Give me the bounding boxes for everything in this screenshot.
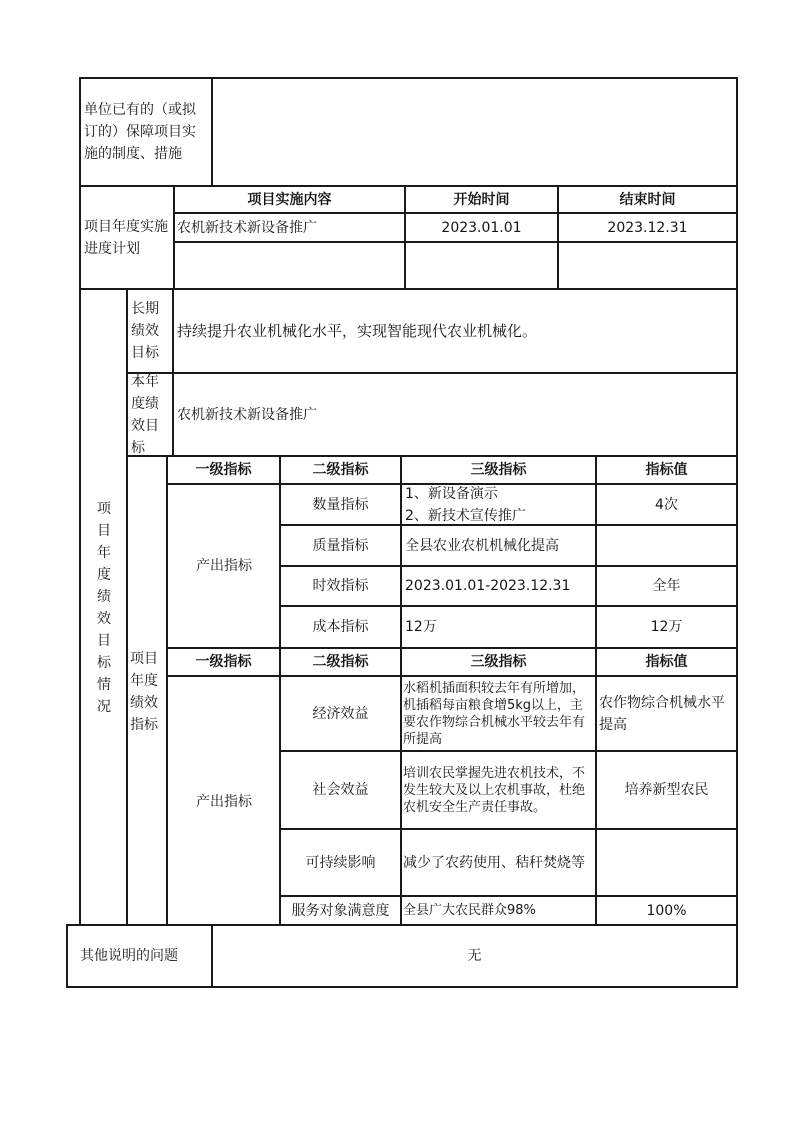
indicator-level3: 12万: [405, 619, 437, 635]
other-value: 无: [467, 948, 482, 964]
table-line: [66, 924, 68, 988]
indicator-level2: 质量指标: [312, 537, 369, 554]
schedule-row-end: [559, 243, 736, 288]
indicator-value: [597, 526, 736, 565]
table-line: [172, 288, 174, 455]
indicator-value: 4次: [655, 496, 678, 513]
schedule-header-content: 项目实施内容: [247, 191, 332, 208]
indicator-header-level2: 二级指标: [312, 654, 369, 670]
group1-level1: 产出指标: [196, 558, 252, 574]
schedule-header-end: 结束时间: [619, 191, 676, 208]
measures-value: [216, 79, 732, 185]
schedule-label: 项目年度实施进度计划: [84, 218, 168, 257]
schedule-row-content: [177, 243, 403, 288]
long-term-value: 持续提升农业机械化水平，实现智能现代农业机械化。: [177, 322, 538, 340]
table-line: [166, 455, 168, 926]
goals-outer-label: 项目年度绩效目标情况: [97, 501, 111, 715]
indicator-value: [597, 830, 736, 895]
indicator-header-level2: 二级指标: [312, 462, 369, 478]
indicator-level3: 全县农业农机机械化提高: [405, 537, 559, 554]
indicator-level3: 水稻机插面积较去年有所增加，机插稻每亩粮食增5kg以上，主要农作物综合机械水平较去年有所提高: [403, 680, 586, 747]
indicator-header-value: 指标值: [645, 462, 688, 478]
indicator-value: 100%: [646, 902, 687, 919]
indicator-value: 全年: [652, 578, 681, 594]
long-term-label: 长期绩效目标: [131, 301, 159, 361]
indicator-header-level3: 三级指标: [470, 462, 527, 478]
group2-level1: 产出指标: [196, 793, 252, 810]
indicator-header-level1: 一级指标: [195, 654, 252, 670]
indicator-level3: 全县广大农民群众98%: [403, 902, 536, 918]
table-line: [79, 77, 81, 926]
indicator-level2: 服务对象满意度: [291, 902, 390, 919]
indicator-header-level3: 三级指标: [470, 654, 527, 670]
table-line: [400, 455, 402, 926]
table-line: [66, 986, 738, 988]
schedule-row-start: 2023.01.01: [441, 219, 522, 236]
indicator-level2: 时效指标: [312, 578, 369, 594]
table-line: [211, 77, 213, 187]
indicator-header-value: 指标值: [645, 654, 688, 670]
indicator-level2: 可持续影响: [305, 854, 376, 871]
indicator-header-level1: 一级指标: [195, 462, 252, 478]
indicator-level3: 2023.01.01-2023.12.31: [405, 578, 571, 594]
indicator-level2: 数量指标: [312, 496, 369, 513]
indicator-value: 农作物综合机械水平提高: [599, 694, 725, 733]
indicator-value: 培养新型农民: [624, 782, 709, 798]
schedule-row-end: 2023.12.31: [607, 219, 688, 236]
indicator-level2: 成本指标: [312, 619, 369, 635]
schedule-header-start: 开始时间: [453, 191, 510, 208]
other-label: 其他说明的问题: [80, 948, 178, 964]
indicator-level3: 培训农民掌握先进农机技术，不发生较大及以上农机事故，杜绝农机安全生产责任事故。: [403, 765, 586, 815]
table-line: [126, 288, 128, 926]
table-line: [736, 77, 738, 988]
indicator-level2: 社会效益: [312, 782, 369, 798]
schedule-row-start: [406, 243, 557, 288]
indicator-value: 12万: [650, 619, 683, 635]
annual-value: 农机新技术新设备推广: [177, 406, 317, 423]
measures-label: 单位已有的（或拟订的）保障项目实施的制度、措施: [84, 102, 196, 162]
schedule-row-content: 农机新技术新设备推广: [177, 219, 317, 236]
indicators-label: 项目年度绩效指标: [130, 650, 158, 733]
indicator-level3: 减少了农药使用、秸秆焚烧等: [403, 854, 585, 871]
indicator-level3: 1、新设备演示 2、新技术宣传推广: [405, 485, 526, 524]
indicator-level2: 经济效益: [312, 705, 369, 722]
annual-label: 本年度绩效目标: [131, 373, 159, 456]
